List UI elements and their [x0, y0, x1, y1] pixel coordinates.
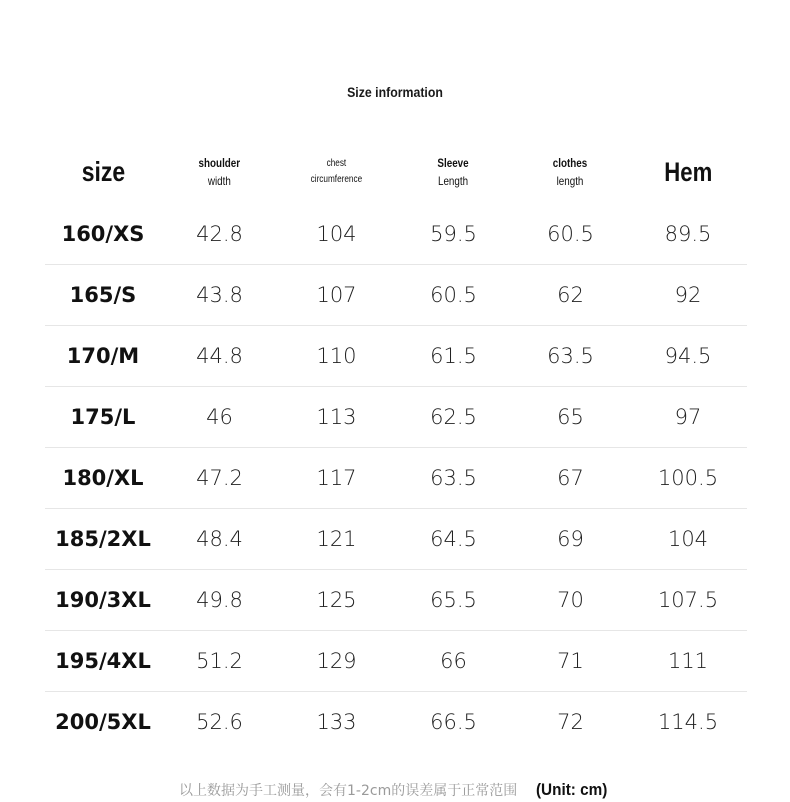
cell-chest-circumference: 113 [316, 405, 357, 429]
cell-hem: 100.5 [657, 466, 719, 490]
cell-chest-circumference: 117 [316, 466, 357, 490]
cell-size: 200/5XL [55, 710, 151, 734]
cell-shoulder-width: 42.8 [196, 222, 243, 246]
table-row [45, 387, 747, 448]
cell-hem: 97 [674, 405, 702, 429]
cell-hem: 104 [667, 527, 709, 551]
header-chest-line2: circumference [310, 174, 363, 185]
table-row [45, 692, 747, 753]
header-clothes-line2: length [557, 174, 584, 188]
unit-label: (Unit: cm) [535, 780, 608, 799]
cell-sleeve-length: 62.5 [430, 405, 477, 429]
cell-clothes-length: 69 [557, 527, 584, 551]
cell-hem: 114.5 [657, 710, 719, 734]
cell-chest-circumference: 110 [316, 344, 357, 368]
cell-clothes-length: 60.5 [547, 222, 594, 246]
cell-size: 180/XL [62, 466, 144, 490]
size-table-body [45, 204, 747, 753]
header-clothes-length [512, 140, 629, 204]
header-clothes-line1: clothes [553, 156, 588, 170]
cell-hem: 107.5 [657, 588, 719, 612]
cell-size: 195/4XL [55, 649, 151, 673]
header-shoulder-line1: shoulder [198, 156, 241, 170]
header-shoulder-line2: width [208, 174, 231, 188]
cell-sleeve-length: 66.5 [430, 710, 477, 734]
cell-sleeve-length: 61.5 [430, 344, 477, 368]
header-sleeve-length [395, 140, 512, 204]
cell-hem: 111 [667, 649, 709, 673]
cell-chest-circumference: 133 [316, 710, 357, 734]
cell-shoulder-width: 49.8 [196, 588, 243, 612]
cell-size: 165/S [69, 283, 137, 307]
table-header [45, 140, 747, 204]
cell-shoulder-width: 44.8 [196, 344, 243, 368]
cell-shoulder-width: 47.2 [196, 466, 243, 490]
cell-clothes-length: 67 [557, 466, 584, 490]
cell-shoulder-width: 48.4 [196, 527, 243, 551]
cell-size: 185/2XL [55, 527, 151, 551]
cell-sleeve-length: 65.5 [430, 588, 477, 612]
table-row [45, 631, 747, 692]
table-row [45, 204, 747, 265]
table-row [45, 326, 747, 387]
cell-sleeve-length: 66 [440, 649, 467, 673]
table-row [45, 265, 747, 326]
footer [0, 780, 790, 800]
cell-chest-circumference: 125 [316, 588, 357, 612]
cell-size: 190/3XL [55, 588, 151, 612]
cell-sleeve-length: 59.5 [430, 222, 477, 246]
table-row [45, 570, 747, 631]
cell-clothes-length: 62 [557, 283, 584, 307]
cell-chest-circumference: 104 [316, 222, 357, 246]
page-title: Size information [347, 84, 443, 100]
header-sleeve-line1: Sleeve [437, 156, 470, 170]
cell-chest-circumference: 129 [316, 649, 357, 673]
table-row [45, 509, 747, 570]
cell-clothes-length: 63.5 [547, 344, 594, 368]
cell-shoulder-width: 51.2 [196, 649, 243, 673]
cell-sleeve-length: 63.5 [430, 466, 477, 490]
header-sleeve-line2: Length [438, 174, 469, 188]
cell-hem: 89.5 [664, 222, 712, 246]
cell-shoulder-width: 46 [206, 405, 233, 429]
header-chest-line1: chest [326, 158, 347, 169]
cell-chest-circumference: 107 [316, 283, 357, 307]
table-row [45, 448, 747, 509]
cell-shoulder-width: 43.8 [196, 283, 243, 307]
header-hem: Hem [664, 156, 712, 187]
measurement-note: 以上数据为手工测量，会有1-2cm的误差属于正常范围 [179, 783, 518, 799]
cell-size: 160/XS [61, 222, 145, 246]
cell-size: 175/L [70, 405, 136, 429]
cell-hem: 94.5 [664, 344, 712, 368]
cell-clothes-length: 70 [557, 588, 584, 612]
cell-hem: 92 [674, 283, 702, 307]
cell-sleeve-length: 64.5 [430, 527, 477, 551]
header-shoulder-width [161, 140, 278, 204]
cell-sleeve-length: 60.5 [430, 283, 477, 307]
cell-size: 170/M [66, 344, 140, 368]
cell-chest-circumference: 121 [316, 527, 357, 551]
cell-clothes-length: 72 [557, 710, 584, 734]
cell-clothes-length: 65 [557, 405, 584, 429]
header-size: size [81, 156, 125, 187]
cell-shoulder-width: 52.6 [196, 710, 243, 734]
header-chest-circumference [278, 140, 395, 204]
cell-clothes-length: 71 [557, 649, 584, 673]
